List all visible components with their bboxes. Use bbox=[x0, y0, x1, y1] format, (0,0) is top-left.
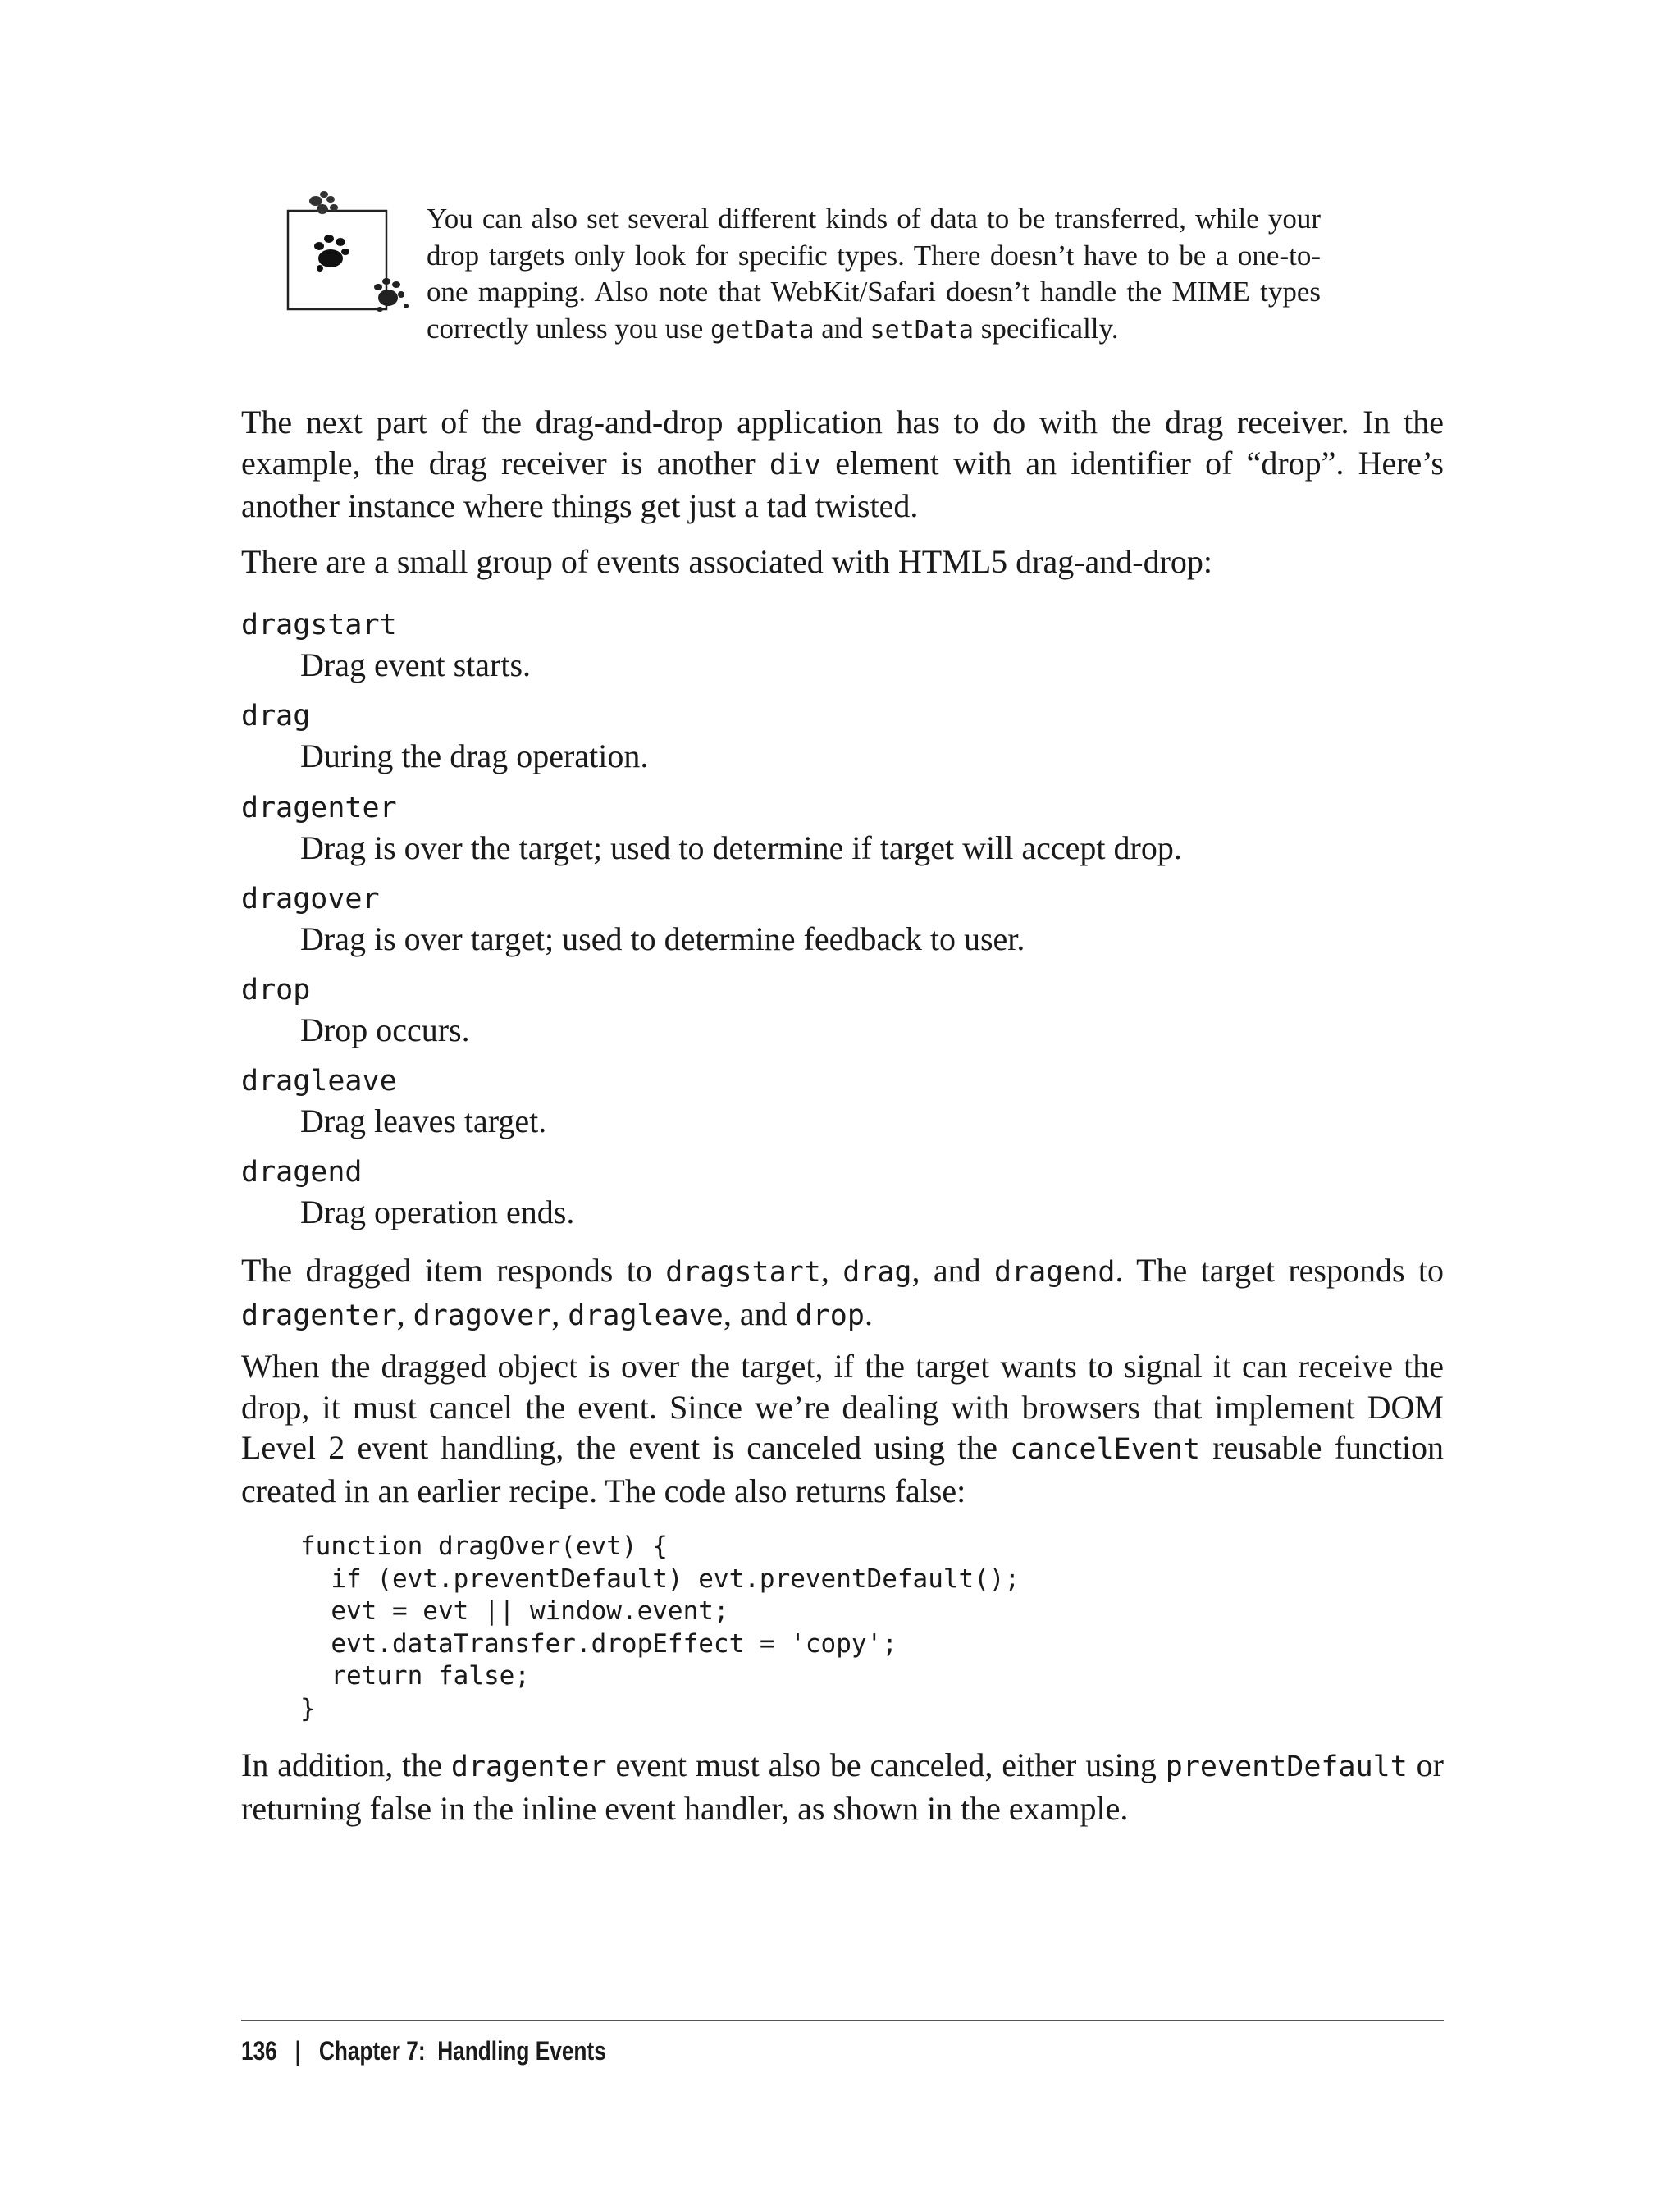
event-term-dragenter: dragenter bbox=[241, 792, 397, 824]
text-part: . bbox=[864, 1294, 873, 1332]
text-part: element with an identifier of “drop”. Here’s another instance where things get just a tad twisted. bbox=[241, 444, 1444, 524]
inline-code: preventDefault bbox=[1165, 1751, 1408, 1783]
tip-text-part: and bbox=[814, 312, 870, 345]
event-desc-dragleave: Drag leaves target. bbox=[300, 1102, 547, 1139]
event-desc-drop: Drop occurs. bbox=[300, 1011, 470, 1048]
event-desc-dragend: Drag operation ends. bbox=[300, 1194, 575, 1230]
tip-text-part: You can also set several different kinds of data to be transferred, while your drop targets only look for specific types. There doesn’t have to be a one-to-one mapping. Also note that WebKit/Safari doesn’t handle the MIME types correctly unless you use bbox=[427, 203, 1321, 345]
text-part: The dragged item responds to bbox=[241, 1252, 666, 1289]
inline-code: cancelEvent bbox=[1010, 1433, 1201, 1466]
paragraph-events-intro: There are a small group of events associated with HTML5 drag-and-drop: bbox=[241, 543, 1213, 580]
event-desc-dragenter: Drag is over the target; used to determine if target will accept drop. bbox=[300, 829, 1182, 866]
tip-block bbox=[283, 176, 1321, 365]
footer-separator: | bbox=[294, 2036, 301, 2066]
event-term-dragstart: dragstart bbox=[241, 609, 397, 641]
inline-code: dragenter bbox=[241, 1299, 397, 1332]
text-part: , and bbox=[911, 1252, 994, 1289]
event-desc-dragstart: Drag event starts. bbox=[300, 646, 532, 683]
paragraph-drag-receiver bbox=[241, 402, 1444, 527]
text-part: or returning false in the inline event handler, as shown in the example. bbox=[241, 1746, 1444, 1827]
paragraph-event-responders bbox=[241, 1250, 1444, 1336]
footer-rule bbox=[241, 2020, 1444, 2021]
paragraph-cancel-event bbox=[241, 1346, 1444, 1511]
event-term-dragleave: dragleave bbox=[241, 1065, 397, 1098]
inline-code: drag bbox=[842, 1256, 912, 1289]
inline-code: dragover bbox=[413, 1299, 552, 1332]
inline-code: drop bbox=[795, 1299, 865, 1332]
text-part: , bbox=[551, 1294, 568, 1332]
text-part: , bbox=[396, 1294, 413, 1332]
tip-text bbox=[427, 201, 1321, 349]
inline-code: div bbox=[769, 448, 822, 482]
event-desc-dragover: Drag is over target; used to determine feedback to user. bbox=[300, 920, 1025, 957]
event-term-drag: drag bbox=[241, 700, 311, 733]
text-part: , and bbox=[723, 1294, 796, 1332]
tip-code-setdata: setData bbox=[870, 315, 974, 345]
text-part: When the dragged object is over the target, if the target wants to signal it can receive the drop, it must cancel the event. Since we’re dealing with browsers that implement DOM Level 2 event handling, the event is canceled using the bbox=[241, 1348, 1444, 1466]
ferret-tip-icon bbox=[283, 176, 431, 340]
code-block-dragover: function dragOver(evt) { if (evt.preventDefault) evt.preventDefault(); evt = evt || window.event; evt.dataTransfer.dropEffect = 'copy'; return false; } bbox=[300, 1532, 1020, 1723]
text-part: , bbox=[820, 1252, 843, 1289]
page-number: 136 bbox=[241, 2036, 277, 2066]
tip-code-getdata: getData bbox=[710, 315, 815, 345]
text-part: reusable function created in an earlier recipe. The code also returns false: bbox=[241, 1429, 1444, 1509]
inline-code: dragenter bbox=[450, 1751, 607, 1783]
page-footer bbox=[241, 2034, 606, 2067]
inline-code: dragleave bbox=[568, 1299, 724, 1332]
tip-text-part: specifically. bbox=[973, 312, 1119, 345]
chapter-title: Chapter 7: Handling Events bbox=[318, 2036, 606, 2066]
inline-code: dragstart bbox=[665, 1256, 821, 1289]
text-part: event must also be canceled, either using bbox=[606, 1746, 1166, 1783]
event-term-dragover: dragover bbox=[241, 883, 380, 915]
event-term-drop: drop bbox=[241, 974, 311, 1007]
event-desc-drag: During the drag operation. bbox=[300, 737, 649, 774]
event-term-dragend: dragend bbox=[241, 1156, 363, 1189]
paragraph-dragenter-cancel bbox=[241, 1745, 1444, 1828]
inline-code: dragend bbox=[993, 1256, 1116, 1289]
text-part: . The target responds to bbox=[1115, 1252, 1445, 1289]
text-part: The next part of the drag-and-drop application has to do with the drag receiver. In the example, the drag receiver is another bbox=[241, 404, 1444, 482]
text-part: In addition, the bbox=[241, 1746, 451, 1783]
